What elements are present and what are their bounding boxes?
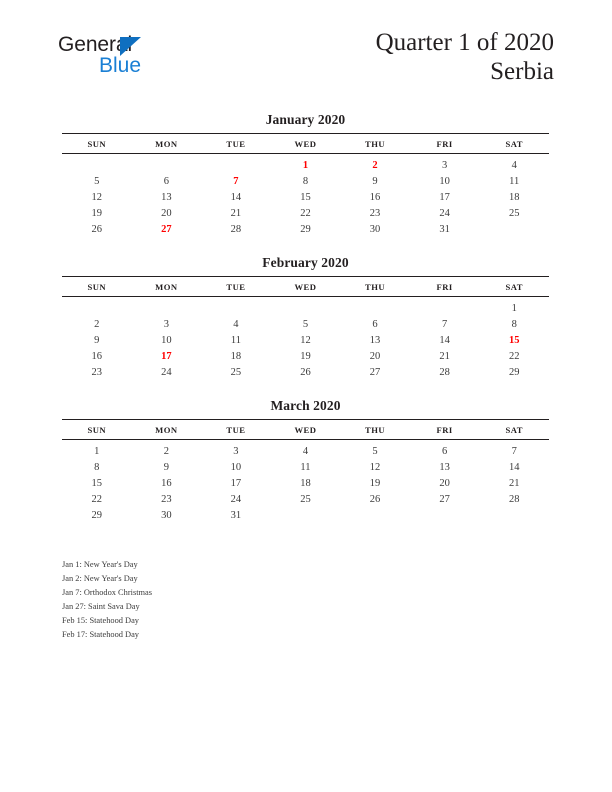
- day-cell[interactable]: 27: [439, 493, 450, 505]
- day-cell[interactable]: 28: [439, 366, 450, 378]
- weekday-header-fri: FRI: [410, 420, 480, 440]
- weekday-header-fri: FRI: [410, 134, 480, 154]
- day-cell[interactable]: 15: [508, 334, 520, 346]
- day-cell[interactable]: 1: [94, 445, 100, 457]
- weekday-header-row: [62, 420, 549, 440]
- day-cell-empty: [201, 154, 271, 174]
- day-cell[interactable]: 6: [163, 175, 169, 187]
- weekday-header-tue: TUE: [201, 277, 271, 297]
- month-block: [62, 112, 549, 237]
- day-cell[interactable]: 27: [161, 223, 172, 235]
- day-cell[interactable]: 14: [230, 191, 242, 203]
- day-cell[interactable]: 30: [369, 223, 381, 235]
- quarter-title: Quarter 1 of 2020: [375, 29, 554, 56]
- weekday-header-thu: THU: [340, 277, 410, 297]
- day-cell[interactable]: 21: [230, 207, 242, 219]
- day-cell[interactable]: 20: [439, 477, 450, 489]
- weekday-header-mon: MON: [132, 420, 202, 440]
- day-cell[interactable]: 2: [163, 445, 169, 457]
- day-cell[interactable]: 5: [302, 318, 309, 330]
- day-cell[interactable]: 13: [439, 461, 450, 473]
- day-cell[interactable]: 7: [441, 318, 448, 330]
- week-row: [62, 348, 549, 364]
- day-cell[interactable]: 5: [372, 445, 378, 457]
- day-cell[interactable]: 18: [508, 191, 520, 203]
- weekday-header-wed: WED: [271, 277, 341, 297]
- day-cell[interactable]: 27: [369, 366, 381, 378]
- day-cell[interactable]: 25: [300, 493, 311, 505]
- day-cell[interactable]: 22: [91, 493, 103, 505]
- brand-logo[interactable]: [58, 34, 238, 86]
- day-cell[interactable]: 2: [372, 159, 378, 171]
- weekday-header-mon: MON: [132, 134, 202, 154]
- week-row: [62, 440, 549, 460]
- weekday-header-sat: SAT: [479, 277, 549, 297]
- day-cell[interactable]: 26: [300, 366, 311, 378]
- day-cell-empty: [271, 507, 341, 523]
- day-cell[interactable]: 10: [161, 334, 172, 346]
- day-cell[interactable]: 11: [509, 175, 520, 187]
- week-row: [62, 205, 549, 221]
- week-row: [62, 316, 549, 332]
- day-cell[interactable]: 18: [230, 350, 242, 362]
- month-grid: [62, 419, 549, 523]
- day-cell[interactable]: 5: [94, 175, 100, 187]
- weekday-header-wed: WED: [271, 420, 341, 440]
- day-cell[interactable]: 28: [508, 493, 520, 505]
- day-cell[interactable]: 24: [230, 493, 242, 505]
- day-cell[interactable]: 25: [230, 366, 242, 378]
- day-cell[interactable]: 17: [439, 191, 450, 203]
- day-cell[interactable]: 26: [91, 223, 103, 235]
- weekday-header-thu: THU: [340, 420, 410, 440]
- day-cell[interactable]: 13: [369, 334, 381, 346]
- day-cell[interactable]: 4: [302, 445, 309, 457]
- day-cell[interactable]: 12: [300, 334, 311, 346]
- week-row: [62, 297, 549, 317]
- holiday-note: Jan 27: Saint Sava Day: [62, 602, 140, 611]
- week-row: [62, 507, 549, 523]
- weekday-header-wed: WED: [271, 134, 341, 154]
- day-cell[interactable]: 25: [508, 207, 520, 219]
- day-cell[interactable]: 17: [161, 350, 172, 362]
- month-block: [62, 255, 549, 380]
- day-cell[interactable]: 17: [230, 477, 242, 489]
- holiday-note: Jan 7: Orthodox Christmas: [62, 588, 153, 597]
- day-cell[interactable]: 4: [511, 159, 517, 171]
- day-cell[interactable]: 13: [161, 191, 172, 203]
- day-cell[interactable]: 31: [230, 509, 242, 521]
- holiday-note: Feb 15: Statehood Day: [62, 616, 139, 625]
- country-subtitle: Serbia: [490, 58, 554, 85]
- day-cell[interactable]: 10: [439, 175, 450, 187]
- day-cell[interactable]: 6: [441, 445, 448, 457]
- day-cell[interactable]: 12: [369, 461, 381, 473]
- day-cell[interactable]: 16: [91, 350, 103, 362]
- day-cell[interactable]: 9: [372, 175, 378, 187]
- weekday-header-row: [62, 277, 549, 297]
- page-title: [376, 28, 554, 86]
- weekday-header-sun: SUN: [62, 277, 132, 297]
- day-cell[interactable]: 14: [439, 334, 450, 346]
- day-cell[interactable]: 29: [508, 366, 520, 378]
- weekday-header-sat: SAT: [479, 134, 549, 154]
- week-row: [62, 221, 549, 237]
- day-cell[interactable]: 29: [91, 509, 103, 521]
- day-cell-empty: [340, 507, 410, 523]
- day-cell[interactable]: 8: [511, 318, 517, 330]
- day-cell[interactable]: 23: [91, 366, 103, 378]
- day-cell-empty: [62, 297, 132, 317]
- day-cell[interactable]: 21: [439, 350, 450, 362]
- holiday-notes-list: [62, 558, 462, 642]
- day-cell-empty: [271, 297, 341, 317]
- day-cell[interactable]: 7: [233, 175, 239, 187]
- week-row: [62, 491, 549, 507]
- day-cell[interactable]: 9: [163, 461, 169, 473]
- holiday-note: Feb 17: Statehood Day: [62, 630, 139, 639]
- day-cell[interactable]: 30: [161, 509, 172, 521]
- day-cell[interactable]: 1: [511, 302, 517, 314]
- week-row: [62, 189, 549, 205]
- day-cell-empty: [410, 507, 480, 523]
- day-cell[interactable]: 3: [163, 318, 169, 330]
- day-cell-empty: [62, 154, 132, 174]
- day-cell[interactable]: 7: [511, 445, 517, 457]
- page-header: [0, 0, 612, 105]
- week-row: [62, 154, 549, 174]
- day-cell[interactable]: 8: [302, 175, 309, 187]
- day-cell[interactable]: 20: [161, 207, 172, 219]
- day-cell[interactable]: 19: [369, 477, 381, 489]
- day-cell[interactable]: 24: [439, 207, 450, 219]
- holiday-note: Jan 2: New Year's Day: [62, 574, 138, 583]
- month-title: January 2020: [265, 112, 346, 127]
- brand-name-blue: Blue: [99, 54, 142, 77]
- month-title: February 2020: [262, 255, 349, 270]
- day-cell[interactable]: 16: [161, 477, 172, 489]
- day-cell[interactable]: 20: [369, 350, 381, 362]
- day-cell[interactable]: 3: [233, 445, 239, 457]
- day-cell[interactable]: 6: [372, 318, 378, 330]
- day-cell-empty: [201, 297, 271, 317]
- day-cell[interactable]: 23: [369, 207, 381, 219]
- day-cell[interactable]: 21: [508, 477, 520, 489]
- day-cell-empty: [340, 297, 410, 317]
- day-cell[interactable]: 12: [91, 191, 103, 203]
- brand-name-general: General: [58, 33, 133, 56]
- month-calendars: [62, 112, 549, 541]
- weekday-header-sun: SUN: [62, 420, 132, 440]
- day-cell-empty: [132, 297, 202, 317]
- day-cell[interactable]: 4: [233, 318, 239, 330]
- week-row: [62, 364, 549, 380]
- day-cell[interactable]: 16: [369, 191, 381, 203]
- day-cell[interactable]: 31: [439, 223, 450, 235]
- week-row: [62, 173, 549, 189]
- day-cell-empty: [132, 154, 202, 174]
- day-cell[interactable]: 9: [94, 334, 100, 346]
- day-cell[interactable]: 15: [300, 191, 311, 203]
- day-cell[interactable]: 14: [508, 461, 520, 473]
- day-cell[interactable]: 15: [91, 477, 103, 489]
- month-grid: [62, 276, 549, 380]
- week-row: [62, 459, 549, 475]
- day-cell-empty: [479, 507, 549, 523]
- day-cell[interactable]: 1: [302, 159, 309, 171]
- day-cell[interactable]: 29: [300, 223, 311, 235]
- day-cell[interactable]: 18: [300, 477, 311, 489]
- day-cell[interactable]: 22: [508, 350, 520, 362]
- month-title: March 2020: [270, 398, 341, 413]
- day-cell-empty: [410, 297, 480, 317]
- day-cell[interactable]: 3: [441, 159, 448, 171]
- week-row: [62, 475, 549, 491]
- weekday-header-tue: TUE: [201, 134, 271, 154]
- day-cell[interactable]: 26: [369, 493, 381, 505]
- day-cell[interactable]: 2: [94, 318, 100, 330]
- month-block: [62, 398, 549, 523]
- day-cell[interactable]: 19: [91, 207, 103, 219]
- weekday-header-tue: TUE: [201, 420, 271, 440]
- day-cell[interactable]: 23: [161, 493, 172, 505]
- week-row: [62, 332, 549, 348]
- day-cell[interactable]: 24: [161, 366, 172, 378]
- weekday-header-fri: FRI: [410, 277, 480, 297]
- day-cell[interactable]: 19: [300, 350, 311, 362]
- weekday-header-thu: THU: [340, 134, 410, 154]
- day-cell[interactable]: 11: [300, 461, 311, 473]
- day-cell[interactable]: 8: [94, 461, 100, 473]
- day-cell-empty: [479, 221, 549, 237]
- weekday-header-mon: MON: [132, 277, 202, 297]
- holiday-note: Jan 1: New Year's Day: [62, 560, 138, 569]
- day-cell[interactable]: 28: [230, 223, 242, 235]
- weekday-header-sun: SUN: [62, 134, 132, 154]
- weekday-header-row: [62, 134, 549, 154]
- day-cell[interactable]: 11: [230, 334, 241, 346]
- month-grid: [62, 133, 549, 237]
- day-cell[interactable]: 10: [230, 461, 242, 473]
- weekday-header-sat: SAT: [479, 420, 549, 440]
- day-cell[interactable]: 22: [300, 207, 311, 219]
